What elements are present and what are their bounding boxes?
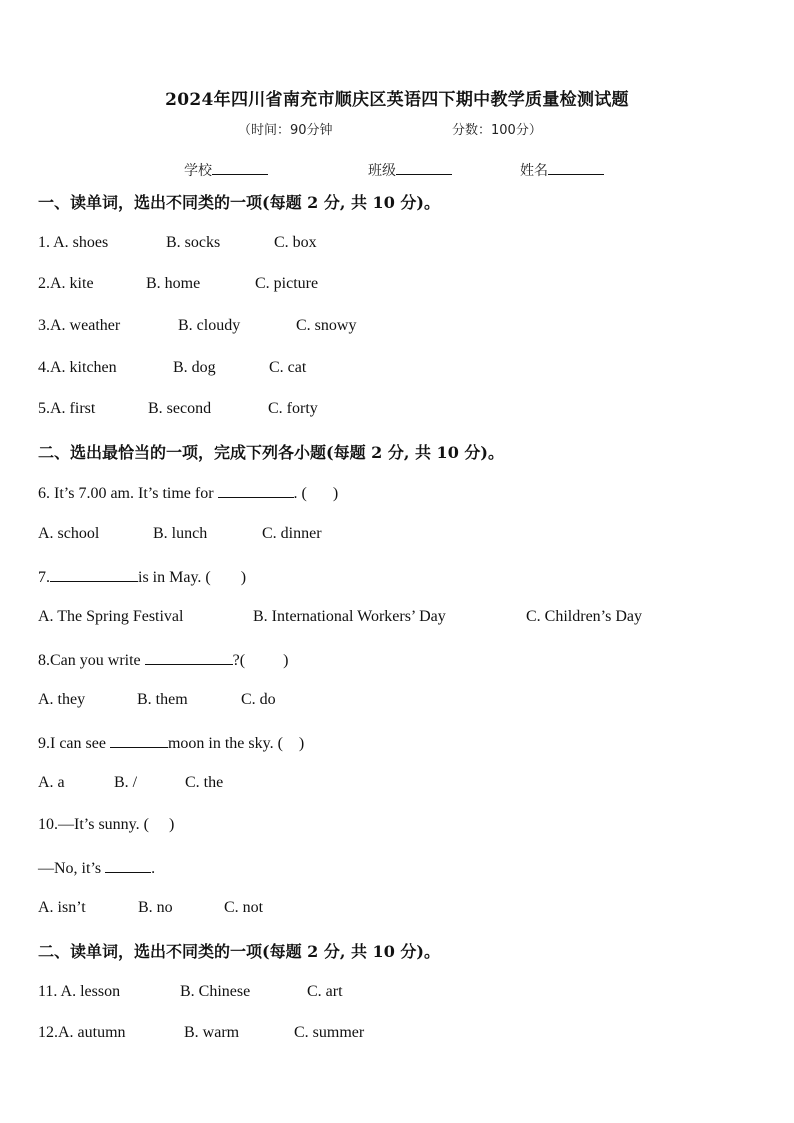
name-label: 姓名 [520, 163, 548, 179]
answer-blank[interactable] [218, 483, 294, 498]
stem-text: ) [332, 485, 339, 502]
answer-blank[interactable] [105, 858, 151, 873]
stem-text: ) [298, 735, 305, 752]
option-c: C. Children’s Day [526, 608, 642, 625]
question-7-stem [38, 567, 246, 587]
option-a: A. a [38, 774, 65, 791]
school-blank[interactable] [212, 160, 268, 175]
option-a: 4.A. kitchen [38, 359, 117, 376]
section-heading: 一、读单词，选出不同类的一项(每题 2 分, 共 10 分)。 [38, 193, 440, 212]
option-a: A. school [38, 525, 100, 542]
exam-time: （时间：90分钟 [238, 123, 333, 138]
question-7-options [38, 608, 642, 626]
stem-text: 9.I can see [38, 735, 106, 752]
question-6-options [38, 525, 322, 543]
option-c: C. dinner [262, 525, 322, 542]
question-8-stem [38, 650, 288, 670]
school-field [184, 160, 268, 180]
stem-text: ?( [232, 652, 246, 669]
section-heading: 二、读单词，选出不同类的一项(每题 2 分, 共 10 分)。 [38, 942, 440, 961]
option-a: 12.A. autumn [38, 1024, 126, 1041]
stem-text: . ( [293, 485, 307, 502]
option-c: C. box [274, 234, 317, 251]
exam-title: 2024年四川省南充市顺庆区英语四下期中教学质量检测试题 [165, 90, 629, 110]
class-blank[interactable] [396, 160, 452, 175]
stem-text: ) [168, 816, 175, 833]
question-9-options [38, 774, 224, 792]
option-a: 2.A. kite [38, 275, 94, 292]
question-1 [38, 234, 317, 252]
question-5 [38, 400, 318, 418]
question-3 [38, 317, 357, 335]
option-b: B. them [137, 691, 188, 708]
class-label: 班级 [368, 163, 396, 179]
option-a: 3.A. weather [38, 317, 121, 334]
stem-text: 6. It’s 7.00 am. It’s time for [38, 485, 214, 502]
option-c: C. do [241, 691, 276, 708]
question-11 [38, 983, 343, 1001]
option-a: 11. A. lesson [38, 983, 121, 1000]
option-c: C. cat [269, 359, 307, 376]
question-8-options [38, 691, 276, 709]
option-c: C. art [307, 983, 343, 1000]
option-b: B. second [148, 400, 212, 417]
option-b: B. warm [184, 1024, 240, 1041]
option-b: B. home [146, 275, 201, 292]
option-c: C. the [185, 774, 224, 791]
stem-text: ) [283, 652, 289, 669]
option-a: 5.A. first [38, 400, 96, 417]
option-a: A. The Spring Festival [38, 608, 184, 625]
question-2 [38, 275, 319, 293]
option-b: B. Chinese [180, 983, 251, 1000]
name-field [520, 160, 604, 180]
option-c: C. not [224, 899, 264, 916]
exam-score: 分数：100分） [452, 123, 542, 138]
option-b: B. cloudy [178, 317, 241, 334]
answer-blank[interactable] [50, 567, 138, 582]
option-a: 1. A. shoes [38, 234, 109, 251]
answer-blank[interactable] [110, 733, 168, 748]
answer-blank[interactable] [145, 650, 233, 665]
question-10-reply [38, 858, 155, 878]
reply-text: —No, it’s [38, 860, 102, 877]
option-c: C. picture [255, 275, 319, 292]
option-b: B. / [114, 774, 138, 791]
question-6-stem [38, 483, 338, 503]
stem-text: 8.Can you write [38, 652, 141, 669]
name-blank[interactable] [548, 160, 604, 175]
question-10-stem [38, 816, 174, 834]
option-a: A. they [38, 691, 86, 708]
section-heading: 二、选出最恰当的一项，完成下列各小题(每题 2 分, 共 10 分)。 [38, 443, 504, 462]
stem-text: is in May. ( [138, 569, 211, 586]
option-b: B. dog [173, 359, 216, 376]
stem-text: ) [240, 569, 247, 586]
option-c: C. forty [268, 400, 318, 417]
reply-text: . [151, 860, 156, 877]
question-10-options [38, 899, 264, 917]
stem-text: 10.—It’s sunny. ( [38, 816, 149, 833]
question-12 [38, 1024, 365, 1042]
option-b: B. lunch [153, 525, 208, 542]
question-9-stem [38, 733, 304, 753]
question-4 [38, 359, 307, 377]
school-label: 学校 [184, 163, 212, 179]
stem-text: moon in the sky. ( [167, 735, 283, 752]
option-b: B. socks [166, 234, 221, 251]
option-c: C. snowy [296, 317, 357, 334]
option-b: B. no [138, 899, 173, 916]
class-field [368, 160, 452, 180]
option-c: C. summer [294, 1024, 365, 1041]
option-b: B. International Workers’ Day [253, 608, 446, 625]
option-a: A. isn’t [38, 899, 86, 916]
stem-text: 7. [38, 569, 50, 586]
